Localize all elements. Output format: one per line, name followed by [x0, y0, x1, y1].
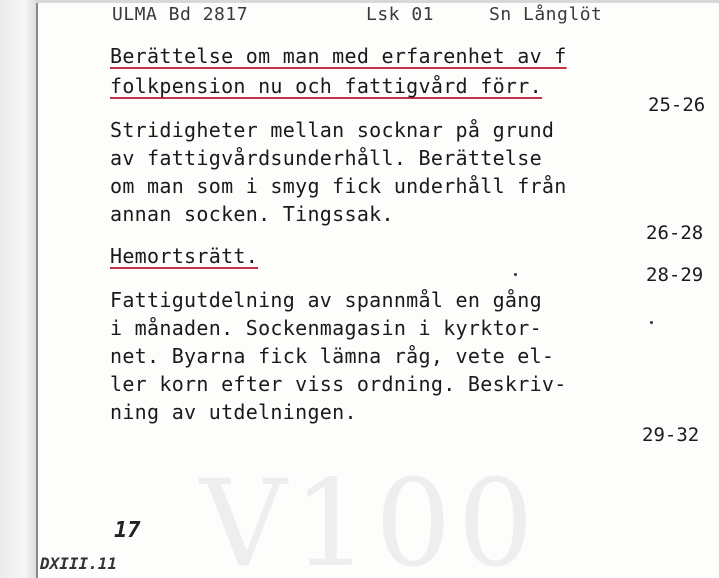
section3-line-4: ler korn efter viss ordning. Beskriv-: [110, 372, 567, 396]
faint-watermark: V100: [200, 455, 540, 578]
card-top-edge: [36, 0, 719, 3]
lsk-reference: Lsk 01: [366, 4, 435, 25]
section3-line-2: i månaden. Sockenmagasin i kyrktor-: [110, 316, 542, 340]
section1-line-2: av fattigvårdsunderhåll. Berättelse: [110, 146, 542, 170]
section3-pages: 29-32: [642, 424, 700, 446]
title-line-1: Berättelse om man med erfarenhet av f: [110, 44, 567, 68]
catalog-stamp: DXIII.11: [40, 554, 118, 573]
section3-line-1: Fattigutdelning av spannmål en gång: [110, 288, 542, 312]
archive-reference: ULMA Bd 2817: [112, 4, 249, 25]
handwritten-number: 17: [114, 518, 141, 543]
section1-pages: 26-28: [646, 222, 704, 244]
section3-line-5: ning av utdelningen.: [110, 400, 357, 424]
section2-heading: Hemortsrätt.: [110, 244, 259, 268]
section2-pages: 28-29: [646, 264, 704, 286]
section1-line-4: annan socken. Tingssak.: [110, 202, 394, 226]
section1-line-3: om man som i smyg fick underhåll från: [110, 174, 567, 198]
ink-speck: [650, 321, 653, 324]
section3-line-3: net. Byarna fick lämna råg, vete el-: [110, 344, 555, 368]
section1-line-1: Stridigheter mellan socknar på grund: [110, 118, 555, 142]
title-pages: 25-26: [648, 94, 706, 116]
title-line-2: folkpension nu och fattigvård förr.: [110, 74, 542, 98]
parish-name: Sn Långlöt: [489, 4, 603, 25]
ink-speck: [514, 273, 517, 276]
card-left-margin: [0, 0, 38, 578]
